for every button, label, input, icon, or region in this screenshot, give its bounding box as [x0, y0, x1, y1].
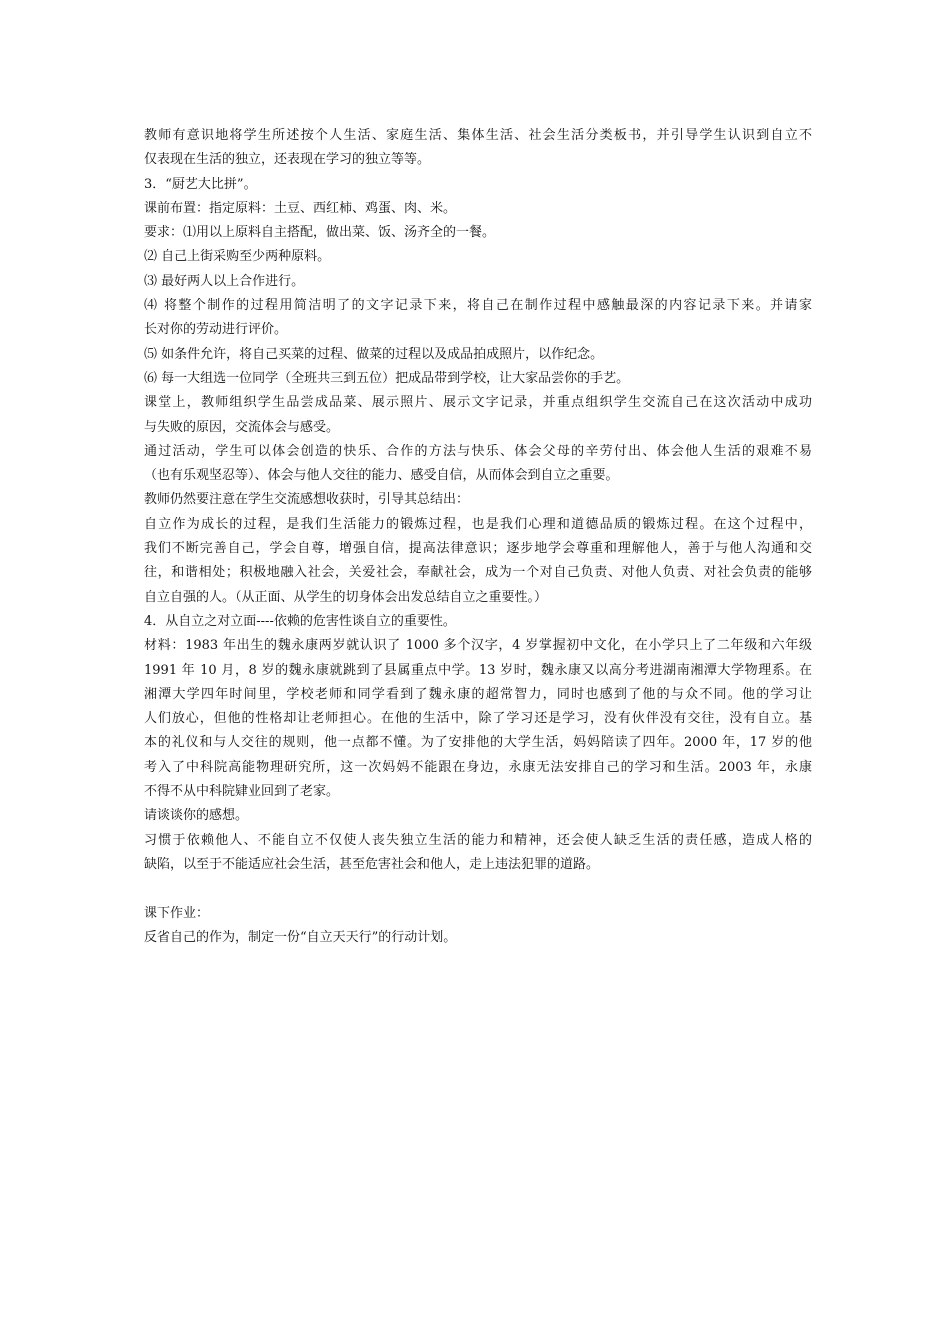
- material-line: 湘潭大学四年时间里，学校老师和同学看到了魏永康的超常智力，同时也感到了他的与众不同。他的学习让: [144, 686, 812, 702]
- document-page: [144, 124, 812, 950]
- paragraph-line: 请谈谈你的感想。: [144, 808, 249, 824]
- paragraph-line: 课堂上，教师组织学生品尝成品菜、展示照片、展示文字记录，并重点组织学生交流自己在这次活动中成功: [144, 395, 812, 411]
- requirement-line: 长对你的劳动进行评价。: [144, 322, 288, 338]
- homework-text: 反省自己的作为，制定一份“自立天天行”的行动计划。: [144, 929, 457, 945]
- paragraph-line: （也有乐观坚忍等）、体会与他人交往的能力、感受自信，从而体会到自立之重要。: [144, 468, 619, 484]
- paragraph-line: 教师仍然要注意在学生交流感想收获时，引导其总结出：: [144, 492, 470, 508]
- paragraph-line: 与失败的原因，交流体会与感受。: [144, 419, 340, 435]
- requirement-line: ⑵ 自己上街采购至少两种原料。: [144, 249, 331, 265]
- paragraph-line: 课前布置：指定原料：土豆、西红柿、鸡蛋、肉、米。: [144, 200, 457, 216]
- paragraph-line: 仅表现在生活的独立，还表现在学习的独立等等。: [144, 152, 431, 168]
- requirement-line: ⑸ 如条件允许，将自己买菜的过程、做菜的过程以及成品拍成照片，以作纪念。: [144, 346, 604, 362]
- material-line: 不得不从中科院肄业回到了老家。: [144, 784, 340, 800]
- section-heading-4: 4．从自立之对立面----依赖的危害性谈自立的重要性。: [144, 613, 456, 629]
- paragraph-line: 自立作为成长的过程，是我们生活能力的锻炼过程，也是我们心理和道德品质的锻炼过程。在这个过程中，: [144, 516, 812, 532]
- material-line: 人们放心，但他的性格却让老师担心。在他的生活中，除了学习还是学习，没有伙伴没有交往，没有自立。基: [144, 711, 812, 727]
- material-line: 1991 年 10 月，8 岁的魏永康就跳到了县属重点中学。13 岁时，魏永康又以高分考进湖南湘潭大学物理系。在: [144, 662, 812, 678]
- paragraph-line: 缺陷，以至于不能适应社会生活，甚至危害社会和他人，走上违法犯罪的道路。: [144, 856, 600, 872]
- paragraph-line: 往，和谐相处；积极地融入社会，关爱社会，奉献社会，成为一个对自己负责、对他人负责、对社会负责的能够: [144, 565, 812, 581]
- paragraph-line: 自立自强的人。（从正面、从学生的切身体会出发总结自立之重要性。）: [144, 589, 548, 605]
- homework-heading: 课下作业：: [144, 905, 210, 921]
- material-line: 材料：1983 年出生的魏永康两岁就认识了 1000 多个汉字，4 岁掌握初中文化，在小学只上了二年级和六年级: [144, 638, 812, 654]
- paragraph-line: 我们不断完善自己，学会自尊，增强自信，提高法律意识；逐步地学会尊重和理解他人，善于与他人沟通和交: [144, 541, 812, 557]
- paragraph-line: 通过活动，学生可以体会创造的快乐、合作的方法与快乐、体会父母的辛劳付出、体会他人生活的艰难不易: [144, 443, 812, 459]
- paragraph-line: 习惯于依赖他人、不能自立不仅使人丧失独立生活的能力和精神，还会使人缺乏生活的责任感，造成人格的: [144, 832, 812, 848]
- blank-line: [144, 877, 812, 901]
- paragraph-line: 教师有意识地将学生所述按个人生活、家庭生活、集体生活、社会生活分类板书，并引导学生认识到自立不: [144, 128, 812, 143]
- requirement-line: ⑶ 最好两人以上合作进行。: [144, 273, 305, 289]
- section-heading-3: 3．“厨艺大比拼”。: [144, 176, 257, 192]
- requirement-line: 要求：⑴用以上原料自主搭配，做出菜、饭、汤齐全的一餐。: [144, 225, 496, 241]
- requirement-line: ⑷ 将整个制作的过程用简洁明了的文字记录下来，将自己在制作过程中感触最深的内容记录下来。并请家: [144, 298, 812, 314]
- material-line: 考入了中科院高能物理研究所，这一次妈妈不能跟在身边，永康无法安排自己的学习和生活。2003 年，永康: [144, 759, 812, 775]
- material-line: 本的礼仪和与人交往的规则，他一点都不懂。为了安排他的大学生活，妈妈陪读了四年。2000 年，17 岁的他: [144, 735, 812, 751]
- requirement-line: ⑹ 每一大组选一位同学（全班共三到五位）把成品带到学校，让大家品尝你的手艺。: [144, 370, 630, 386]
